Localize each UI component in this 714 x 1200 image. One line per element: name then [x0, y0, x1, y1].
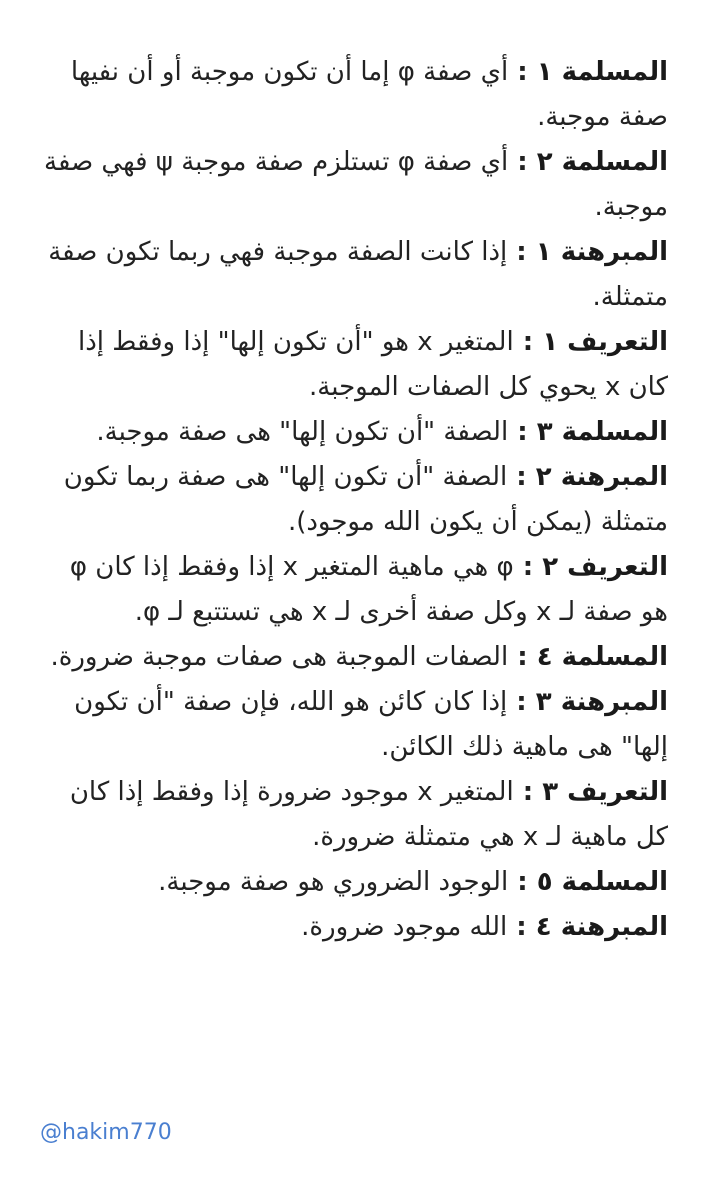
statement-text: الوجود الضروري هو صفة موجبة.	[158, 867, 509, 897]
statement-label: المبرهنة ٤	[535, 912, 668, 942]
statement-item	[42, 410, 668, 455]
statement-separator: :	[507, 237, 536, 267]
statement-label: التعريف ١	[542, 327, 668, 357]
statement-separator: :	[508, 867, 537, 897]
statement-item	[42, 50, 668, 140]
statement-item	[42, 860, 668, 905]
statement-separator: :	[513, 552, 543, 582]
statement-text: φ هي ماهية المتغير x إذا وفقط إذا كان φ هو صفة لـ x وكل صفة أخرى لـ x هي تستتبع لـ φ.	[69, 552, 668, 627]
statement-label: المبرهنة ٣	[535, 687, 668, 717]
statement-item	[42, 905, 668, 950]
statement-label: المسلمة ٢	[536, 147, 668, 177]
statement-separator: :	[508, 417, 537, 447]
author-handle: @hakim770	[40, 1120, 172, 1145]
statement-text: أي صفة φ تستلزم صفة موجبة ψ فهي صفة موجبة.	[44, 147, 668, 222]
statement-text: الصفة "أن تكون إلها" هى صفة ربما تكون متمثلة (يمكن أن يكون الله موجود).	[63, 462, 668, 537]
statement-text: إذا كان كائن هو الله، فإن صفة "أن تكون إلها" هى ماهية ذلك الكائن.	[74, 687, 668, 762]
statement-text: الصفة "أن تكون إلها" هى صفة موجبة.	[96, 417, 509, 447]
statement-item	[42, 635, 668, 680]
statement-text: المتغير x موجود ضرورة إذا وفقط إذا كان كل ماهية لـ x هي متمثلة ضرورة.	[69, 777, 668, 852]
statement-text: أي صفة φ إما أن تكون موجبة أو أن نفيها صفة موجبة.	[70, 57, 668, 132]
statement-separator: :	[508, 642, 537, 672]
statement-separator: :	[508, 147, 537, 177]
statement-separator: :	[507, 687, 536, 717]
statement-label: المسلمة ٥	[536, 867, 668, 897]
statement-label: التعريف ٢	[542, 552, 668, 582]
statement-item	[42, 140, 668, 230]
statement-label: التعريف ٣	[542, 777, 668, 807]
statement-separator: :	[507, 912, 536, 942]
statement-item	[42, 770, 668, 860]
statement-separator: :	[507, 462, 536, 492]
statement-item	[42, 545, 668, 635]
statement-item	[42, 230, 668, 320]
statement-label: المسلمة ٣	[536, 417, 668, 447]
statement-label: المسلمة ١	[536, 57, 668, 87]
statement-item	[42, 320, 668, 410]
statement-label: المسلمة ٤	[536, 642, 668, 672]
statement-separator: :	[513, 327, 543, 357]
statement-item	[42, 680, 668, 770]
statement-separator: :	[508, 57, 537, 87]
statement-text: الله موجود ضرورة.	[301, 912, 508, 942]
statement-text: المتغير x هو "أن تكون إلها" إذا وفقط إذا كان x يحوي كل الصفات الموجبة.	[77, 327, 668, 402]
statement-text: إذا كانت الصفة موجبة فهي ربما تكون صفة متمثلة.	[48, 237, 668, 312]
statement-separator: :	[513, 777, 543, 807]
statement-label: المبرهنة ٢	[535, 462, 668, 492]
ontological-argument-text	[42, 50, 668, 950]
statement-text: الصفات الموجبة هى صفات موجبة ضرورة.	[50, 642, 509, 672]
statement-item	[42, 455, 668, 545]
statement-label: المبرهنة ١	[535, 237, 668, 267]
